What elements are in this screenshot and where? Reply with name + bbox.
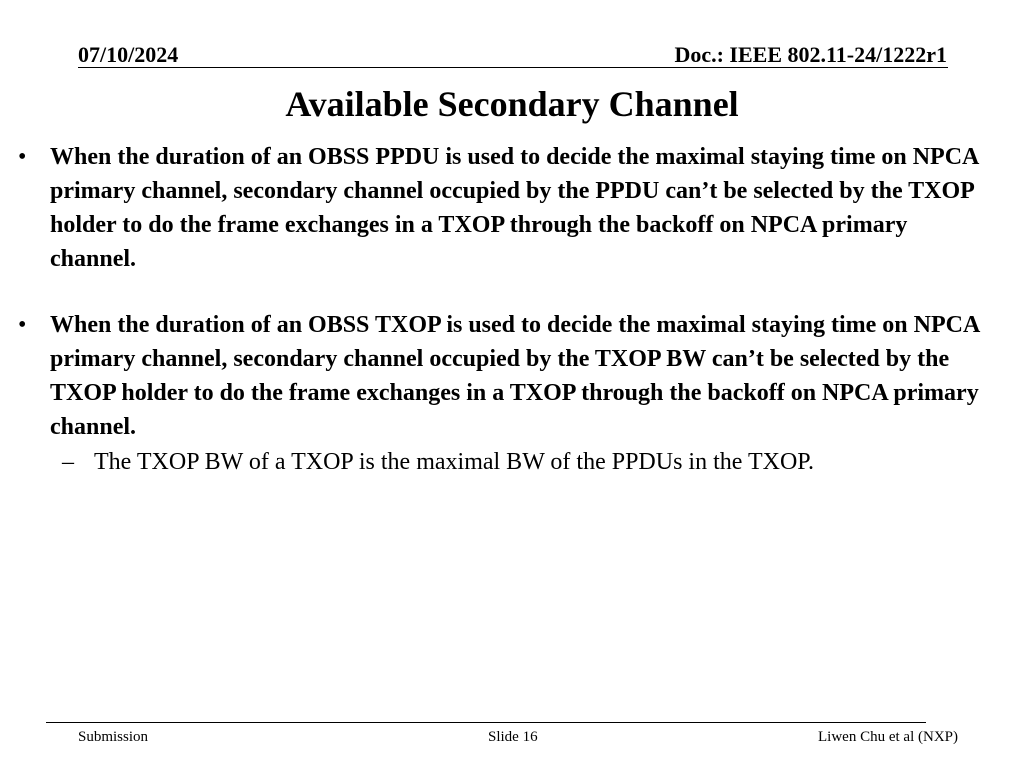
slide-title: Available Secondary Channel [285, 84, 739, 124]
sub-bullet-item [0, 444, 1024, 480]
footer-submission: Submission [78, 729, 149, 745]
bullet-text: When the duration of an OBSS PPDU is used to decide the maximal staying time on NPCA primary channel, secondary channel occupied by the PPDU can’t be selected by the TXOP holder to do the frame exchanges in a TXOP through the backoff on NPCA primary channel. [50, 144, 979, 272]
header-doc-id: Doc.: IEEE 802.11-24/1222r1 [674, 42, 947, 67]
footer-divider [46, 722, 926, 723]
header-divider [78, 67, 948, 68]
sub-bullet-text: The TXOP BW of a TXOP is the maximal BW of the PPDUs in the TXOP. [94, 449, 814, 475]
sub-bullet-marker: – [62, 449, 74, 475]
bullet-text: When the duration of an OBSS TXOP is used to decide the maximal staying time on NPCA primary channel, secondary channel occupied by the TXOP BW can’t be selected by the TXOP holder to do the frame exchanges in a TXOP through the backoff on NPCA primary channel. [50, 312, 979, 440]
footer-slide-number: Slide 16 [488, 729, 538, 745]
header-date: 07/10/2024 [78, 42, 179, 67]
bullet-item [0, 140, 990, 276]
bullet-marker: • [18, 312, 27, 338]
bullet-item [0, 308, 990, 444]
bullet-marker: • [18, 144, 27, 170]
footer-author: Liwen Chu et al (NXP) [818, 729, 958, 745]
slide-body [0, 140, 1024, 480]
